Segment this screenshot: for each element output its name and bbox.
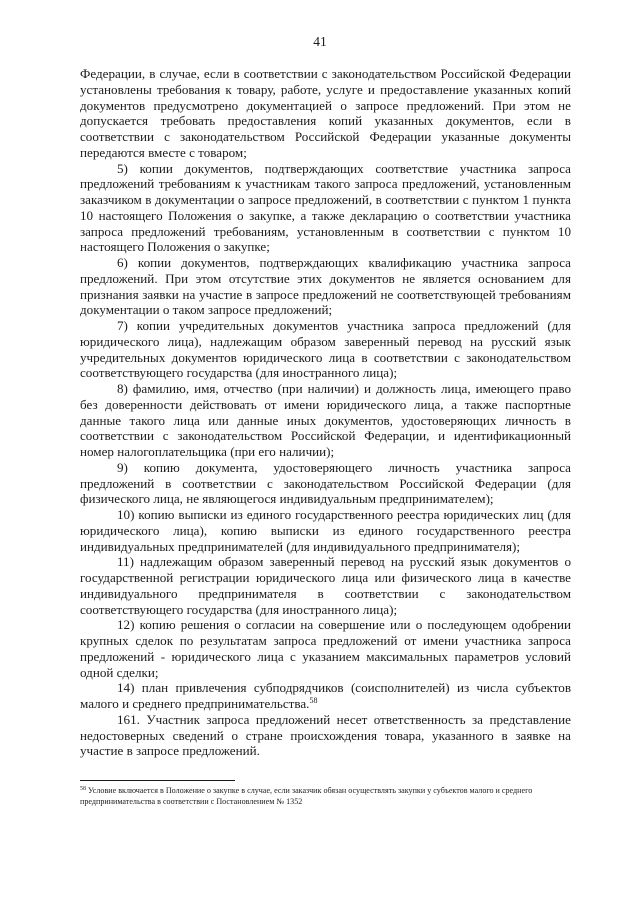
footnote-separator — [80, 780, 235, 781]
paragraph — [80, 680, 571, 712]
footnote-marker: 58 — [80, 786, 86, 792]
footnote-reference: 58 — [309, 696, 318, 705]
paragraph: 10) копию выписки из единого государственного реестра юридических лиц (для юридического лица), копию выписки из единого государственного реестра индивидуальных предпринимателей (для индивидуального предпринимателя); — [80, 507, 571, 554]
paragraph: 5) копии документов, подтверждающих соответствие участника запроса предложений требованиям к участникам такого запроса предложений, установленным заказчиком в документации о запросе предложений, в соответствии с пунктом 1 пункта 10 настоящего Положения о закупке, а также декларацию о соответствии участника запроса предложений требованиям, установленным в соответствии с пунктом 10 настоящего Положения о закупке; — [80, 160, 571, 255]
paragraph: 161. Участник запроса предложений несет ответственность за представление недостоверных сведений о стране происхождения товара, указанного в заявке на участие в запросе предложений. — [80, 711, 571, 759]
paragraph: 11) надлежащим образом заверенный перевод на русский язык документов о государственной регистрации юридического лица или физического лица в качестве индивидуального предпринимателя в соответствии с законодательством соответствующего государства (для иностранного лица); — [80, 554, 571, 617]
footnote — [80, 785, 575, 807]
paragraph: 6) копии документов, подтверждающих квалификацию участника запроса предложений. При этом отсутствие этих документов не является основанием для признания заявки на участие в запросе предложений не соответствующей требованиям документации о таком запросе предложений; — [80, 255, 571, 318]
paragraph: 12) копию решения о согласии на совершение или о последующем одобрении крупных сделок по результатам запроса предложений от имени участника запроса предложений - юридического лица с указанием максимальных параметров условий одной сделки; — [80, 617, 571, 680]
paragraph: 7) копии учредительных документов участника запроса предложений (для юридического лица), надлежащим образом заверенный перевод на русский язык учредительных документов юридического лица в соответствии с законодательством соответствующего государства (для иностранного лица); — [80, 318, 571, 381]
footnote-text: Условие включается в Положение о закупке в случае, если заказчик обязан осуществлять закупки у субъектов малого и среднего предпринимательства в соответствии с Постановлением № 1352 — [80, 786, 533, 806]
paragraph: 9) копию документа, удостоверяющего личность участника запроса предложений в соответствии с законодательством Российской Федерации (для физического лица, не являющегося индивидуальным предпринимателем); — [80, 459, 571, 507]
paragraph: 8) фамилию, имя, отчество (при наличии) и должность лица, имеющего право без доверенности действовать от имени юридического лица, а также паспортные данные такого лица или данные иных документов, удостоверяющих личность в соответствии с законодательством Российской Федерации, и идентификационный номер налогоплательщика (при его наличии); — [80, 381, 571, 459]
page-number: 41 — [313, 34, 327, 49]
body-text — [80, 66, 571, 759]
paragraph: Федерации, в случае, если в соответствии с законодательством Российской Федерации установлены требования к товару, работе, услуге и предоставление указанных копий документов предусмотрено документацией о запросе предложений. При этом не допускается требовать предоставления копий указанных документов, если в соответствии с законодательством Российской Федерации указанные документы передаются вместе с товаром; — [80, 66, 571, 160]
paragraph-text: 14) план привлечения субподрядчиков (соисполнителей) из числа субъектов малого и среднего предпринимательства. — [80, 680, 571, 711]
